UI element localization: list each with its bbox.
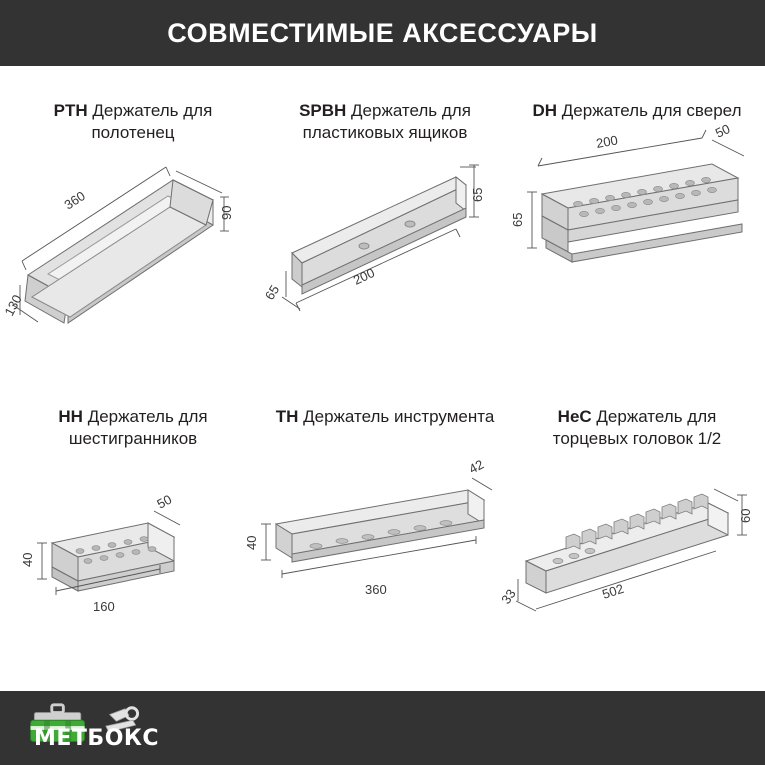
product-figure-th — [244, 428, 510, 608]
product-figure-dh — [512, 122, 762, 322]
brand-logo — [14, 701, 186, 755]
product-title-th — [275, 406, 495, 428]
product-code-hh: HH — [58, 407, 83, 426]
product-name-dh: Держатель для сверел — [561, 101, 742, 120]
product-title-spbh — [268, 100, 503, 145]
pth-dim-90: 90 — [219, 205, 234, 220]
product-figure-hh — [8, 451, 258, 631]
product-code-pth: PTH — [53, 101, 88, 120]
product-name-hec: Держатель для торцевых головок 1/2 — [552, 407, 722, 449]
page-header — [0, 0, 765, 66]
product-figure-spbh — [260, 145, 510, 345]
hh-dim-160: 160 — [93, 598, 115, 614]
spbh-dim-65-h: 65 — [470, 187, 485, 202]
spbh-dim-200: 200 — [350, 264, 377, 288]
th-drawing — [244, 428, 510, 608]
hh-dim-40: 40 — [20, 552, 35, 567]
th-dim-360: 360 — [365, 582, 387, 598]
product-card-spbh — [260, 100, 510, 390]
brand-name: МЕТБОКС — [34, 726, 160, 751]
page-footer — [0, 691, 765, 765]
th-dim-40: 40 — [244, 535, 259, 551]
product-name-th: Держатель инструмента — [303, 407, 495, 426]
product-figure-hec — [498, 451, 762, 631]
product-card-hec — [498, 406, 762, 686]
hec-dim-502: 502 — [600, 580, 626, 602]
product-name-spbh: Держатель для пластиковых ящиков — [302, 101, 471, 143]
product-card-th — [244, 406, 510, 686]
product-title-dh — [530, 100, 745, 122]
dh-dim-65: 65 — [510, 212, 525, 228]
spbh-dim-65-d: 65 — [261, 282, 283, 303]
product-grid — [0, 66, 765, 691]
spbh-drawing — [260, 145, 510, 345]
hh-drawing — [8, 451, 258, 631]
product-code-spbh: SPBH — [299, 101, 347, 120]
dh-drawing — [512, 122, 762, 322]
product-title-hh — [28, 406, 238, 451]
product-code-hec: HeC — [557, 407, 592, 426]
product-code-dh: DH — [532, 101, 558, 120]
hec-dim-60: 60 — [738, 508, 753, 523]
dh-dim-200: 200 — [594, 132, 619, 152]
hh-dim-50: 50 — [154, 491, 175, 512]
product-figure-pth — [1, 145, 258, 345]
product-card-dh — [512, 100, 762, 390]
product-code-th: TH — [275, 407, 299, 426]
hec-drawing — [498, 451, 762, 631]
th-dim-42: 42 — [466, 457, 487, 478]
product-name-hh: Держатель для шестигранников — [68, 407, 208, 449]
product-title-hec — [520, 406, 755, 451]
product-title-pth — [18, 100, 248, 145]
page-title: СОВМЕСТИМЫЕ АКСЕССУАРЫ — [167, 17, 598, 48]
pth-dim-130: 130 — [1, 292, 25, 319]
product-card-hh — [8, 406, 258, 686]
product-name-pth: Держатель для полотенец — [91, 101, 213, 143]
dh-dim-50: 50 — [712, 121, 733, 142]
pth-dim-360: 360 — [61, 187, 88, 213]
pth-drawing — [1, 145, 258, 345]
hec-dim-33: 33 — [498, 586, 519, 607]
product-card-pth — [1, 100, 258, 390]
